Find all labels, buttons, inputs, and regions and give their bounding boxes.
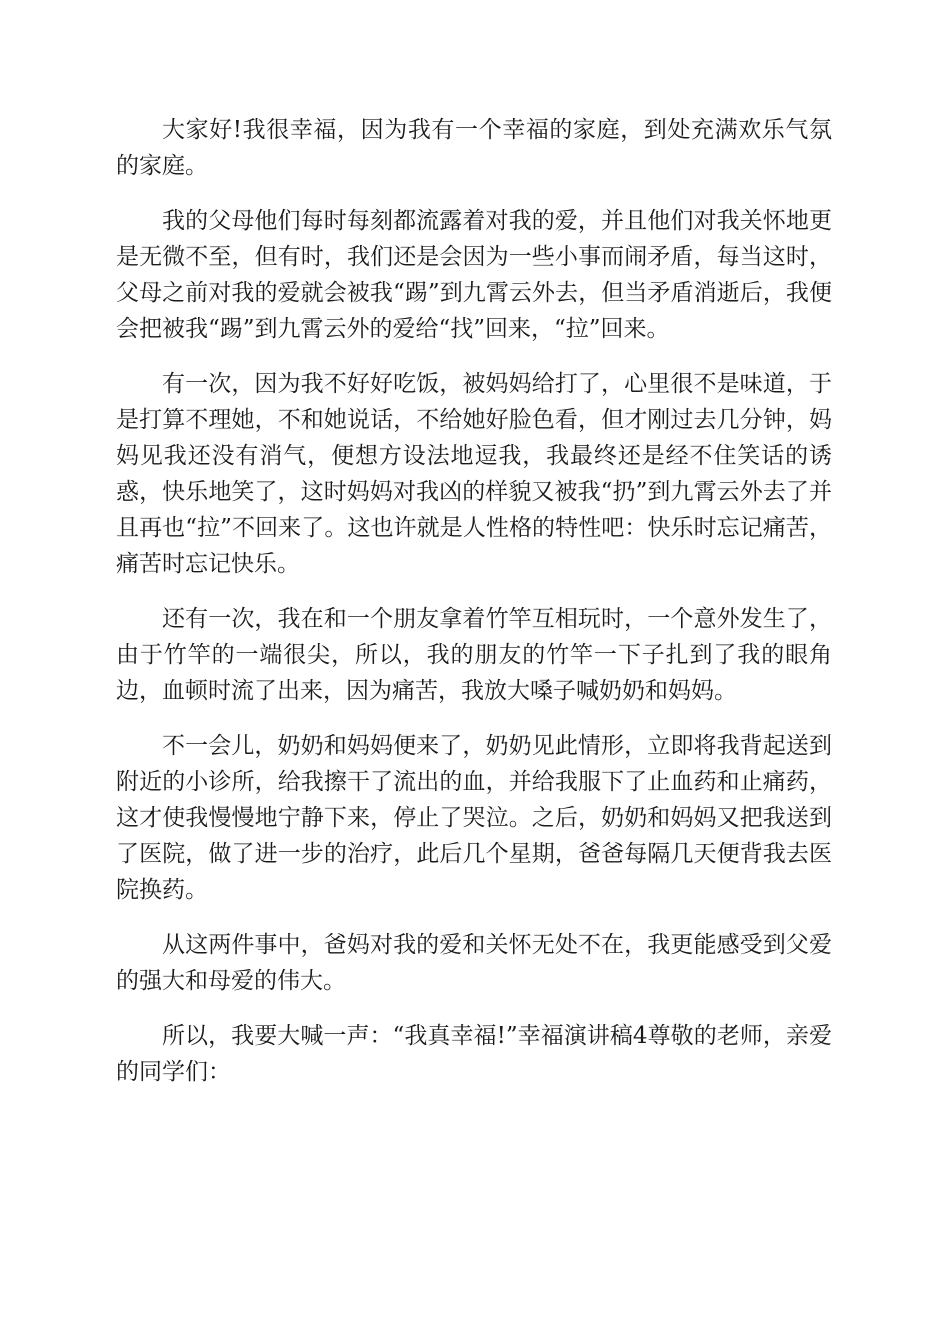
paragraph-2: 我的父母他们每时每刻都流露着对我的爱，并且他们对我关怀地更是无微不至，但有时，我们还是会因为一些小事而闹矛盾，每当这时，父母之前对我的爱就会被我“踢”到九霄云外去，但当矛盾消逝后，我便会把被我“踢”到九霄云外的爱给“找”回来，“拉”回来。 — [116, 208, 832, 342]
paragraph-3: 有一次，因为我不好好吃饭，被妈妈给打了，心里很不是味道，于是打算不理她，不和她说话，不给她好脸色看，但才刚过去几分钟，妈妈见我还没有消气，便想方设法地逗我，我最终还是经不住笑话的诱惑，快乐地笑了，这时妈妈对我凶的样貌又被我“扔”到九霄云外去了并且再也“拉”不回来了。这也许就是人性格的特性吧：快乐时忘记痛苦，痛苦时忘记快乐。 — [116, 371, 832, 577]
paragraph-6: 从这两件事中，爸妈对我的爱和关怀无处不在，我更能感受到父爱的强大和母爱的伟大。 — [116, 932, 832, 994]
document-body — [116, 112, 832, 1109]
paragraph-4: 还有一次，我在和一个朋友拿着竹竿互相玩时，一个意外发生了，由于竹竿的一端很尖，所以，我的朋友的竹竿一下子扎到了我的眼角边，血顿时流了出来，因为痛苦，我放大嗓子喊奶奶和妈妈。 — [116, 606, 832, 704]
paragraph-7: 所以，我要大喊一声：“我真幸福!”幸福演讲稿4尊敬的老师，亲爱的同学们： — [116, 1023, 832, 1085]
paragraph-5: 不一会儿，奶奶和妈妈便来了，奶奶见此情形，立即将我背起送到附近的小诊所，给我擦干了流出的血，并给我服下了止血药和止痛药，这才使我慢慢地宁静下来，停止了哭泣。之后，奶奶和妈妈又把我送到了医院，做了进一步的治疗，此后几个星期，爸爸每隔几天便背我去医院换药。 — [116, 733, 832, 903]
paragraph-1: 大家好!我很幸福，因为我有一个幸福的家庭，到处充满欢乐气氛的家庭。 — [116, 117, 832, 179]
